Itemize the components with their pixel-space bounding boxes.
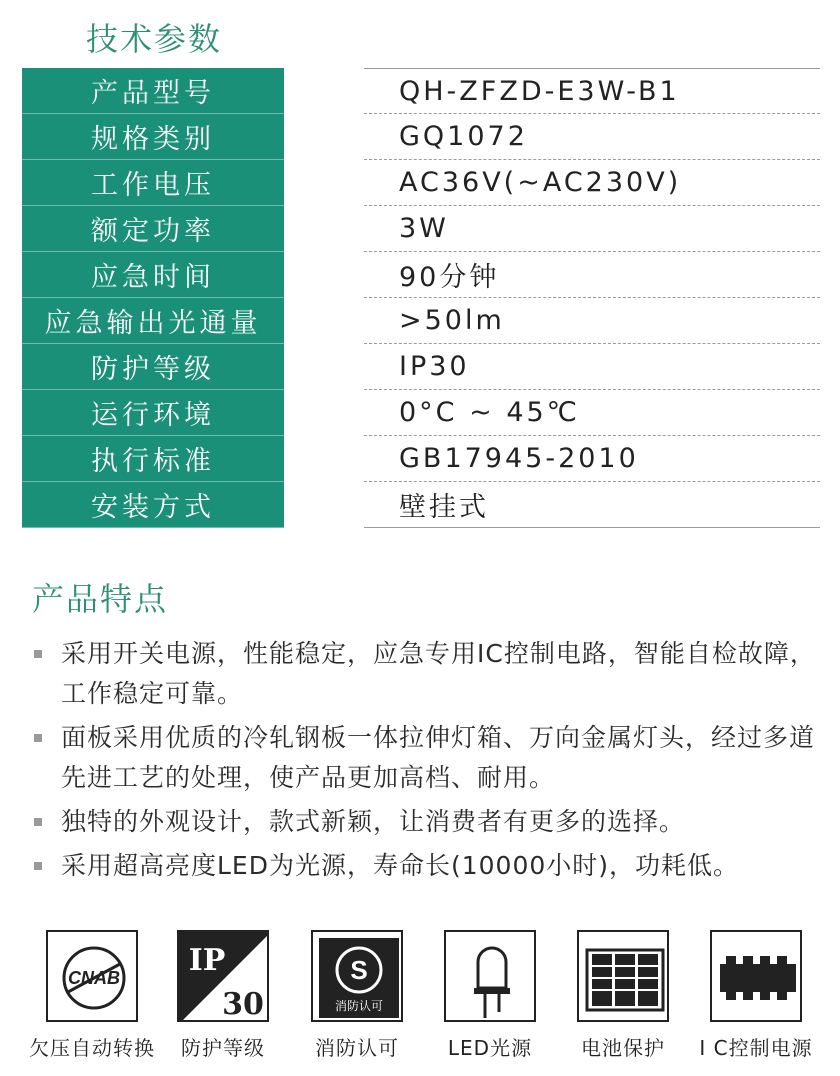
feature-text: 采用开关电源，性能稳定，应急专用IC控制电路，智能自检故障，工作稳定可靠。: [61, 639, 816, 708]
svg-text:CNAB: CNAB: [68, 968, 120, 988]
icon-item-ic: [686, 930, 826, 1061]
spec-label: 应急输出光通量: [22, 298, 284, 344]
spec-row: [22, 298, 820, 344]
icon-item-ip30: [153, 930, 293, 1061]
spec-row: [22, 68, 820, 114]
spec-value: GB17945-2010: [364, 436, 820, 482]
spec-label: 执行标准: [22, 436, 284, 482]
spec-row: [22, 436, 820, 482]
spec-row: [22, 344, 820, 390]
spec-label: 防护等级: [22, 344, 284, 390]
icon-label: I C控制电源: [699, 1036, 813, 1060]
spec-label: 额定功率: [22, 206, 284, 252]
icon-label: 消防认可: [315, 1036, 399, 1060]
specs-table: [22, 68, 820, 528]
spec-value: 90分钟: [364, 252, 820, 298]
spec-value: >50lm: [364, 298, 820, 344]
svg-text:S: S: [350, 955, 368, 985]
spec-label: 规格类别: [22, 114, 284, 160]
spec-row: [22, 206, 820, 252]
icon-item-led: [420, 930, 560, 1061]
svg-text:30: 30: [222, 987, 264, 1022]
icon-label: 欠压自动转换: [29, 1036, 155, 1060]
spec-value: IP30: [364, 344, 820, 390]
icon-label: 防护等级: [181, 1036, 265, 1060]
spec-label: 运行环境: [22, 390, 284, 436]
icon-item-cnab: [22, 930, 162, 1061]
spec-label: 应急时间: [22, 252, 284, 298]
ip30-icon: [177, 930, 269, 1022]
spec-value: 0°C ~ 45℃: [364, 390, 820, 436]
icon-item-fire: [287, 930, 427, 1061]
ic-chip-icon: [710, 930, 802, 1022]
fire-certification-icon: [311, 930, 403, 1022]
led-icon: [444, 930, 536, 1022]
spec-value: 3W: [364, 206, 820, 252]
svg-text:IP: IP: [188, 943, 226, 978]
spec-value: QH-ZFZD-E3W-B1: [364, 68, 820, 114]
battery-icon: [577, 930, 669, 1022]
spec-label: 产品型号: [22, 68, 284, 114]
spec-row: [22, 160, 820, 206]
spec-value: GQ1072: [364, 114, 820, 160]
spec-label: 工作电压: [22, 160, 284, 206]
spec-row: [22, 252, 820, 298]
icon-item-battery: [553, 930, 693, 1061]
feature-item: [34, 718, 820, 798]
features-list: [34, 634, 820, 890]
features-title: 产品特点: [32, 580, 169, 618]
feature-text: 独特的外观设计，款式新颖，让消费者有更多的选择。: [61, 807, 686, 836]
feature-item: [34, 634, 820, 714]
cnab-icon: [46, 930, 138, 1022]
icon-label: 电池保护: [581, 1036, 665, 1060]
spec-row: [22, 390, 820, 436]
spec-value: AC36V(~AC230V): [364, 160, 820, 206]
feature-text: 面板采用优质的冷轧钢板一体拉伸灯箱、万向金属灯头，经过多道先进工艺的处理，使产品更加高档、耐用。: [61, 723, 816, 792]
spec-row: [22, 114, 820, 160]
spec-row: [22, 482, 820, 528]
spec-value: 壁挂式: [364, 482, 820, 528]
icon-label: LED光源: [447, 1036, 533, 1060]
bullet-icon: [34, 734, 42, 742]
svg-text:消防认可: 消防认可: [334, 999, 384, 1013]
icon-row: [22, 930, 820, 1060]
bullet-icon: [34, 862, 42, 870]
spec-label: 安装方式: [22, 482, 284, 528]
bullet-icon: [34, 818, 42, 826]
bullet-icon: [34, 650, 42, 658]
feature-item: [34, 846, 820, 886]
specs-title: 技术参数: [86, 20, 223, 58]
feature-item: [34, 802, 820, 842]
feature-text: 采用超高亮度LED为光源，寿命长(10000小时)，功耗低。: [61, 851, 740, 880]
